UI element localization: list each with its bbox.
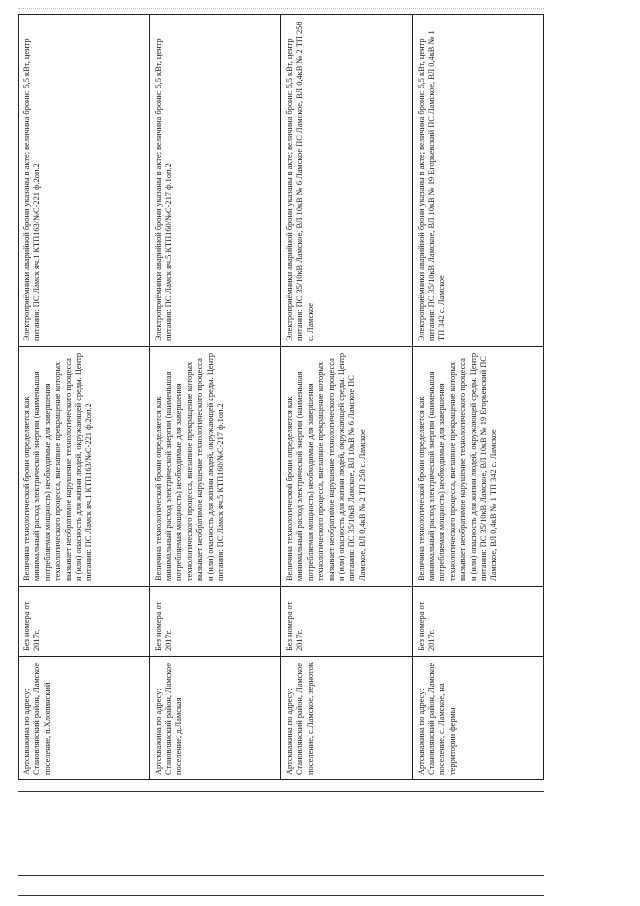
horizontal-rule-3 xyxy=(18,895,544,896)
row-3-act-number: Без номера от 2017г. xyxy=(281,586,413,656)
row-1-tech-reserve: Величина технологической брони определяется как минимальный расход электрической энергии (наименьшая потребляемая мощность) необходимые для завершения технологического процесса, внезапное прекращение которых вызывает необратимое нарушение технологического процесса и (или) опасность для жизни людей, окружающей среды. Центр питания: ПС Ламск яч.1 КТП163/№С-221 ф.2оп.2 xyxy=(18,346,150,586)
row-1-act-number: Без номера от 2017г. xyxy=(18,586,150,656)
row-2-emergency-reserve: Электроприёмники аварийной брони указаны в акте; величина брони: 5,5 кВт, центр питания: ПС Ламск яч.5 КТП160/№С-217 ф.1оп.2 xyxy=(150,14,282,346)
row-3-object-name: Артскважина по адресу: Становлянский район, Ламское поселение, с.Ламское, зерноток xyxy=(281,656,413,780)
row-1-object-name: Артскважина по адресу: Становлянский район, Ламское поселение, п.Хлопинский xyxy=(18,656,150,780)
row-3-tech-reserve: Величина технологической брони определяется как минимальный расход электрической энергии (наименьшая потребляемая мощность) необходимые для завершения технологического процесса, внезапное прекращение которых вызывает необратимое нарушение технологического процесса и (или) опасность для жизни людей, окружающей среды. Центр питания: ПС 35/10кВ Ламское, ВЛ 10кВ № 6 Ламское ПС Ламское, ВЛ 0,4кВ № 2 ТП 258 с. Ламское xyxy=(281,346,413,586)
power-reserve-table xyxy=(18,14,544,780)
row-4-act-number: Без номера от 2017г. xyxy=(413,586,545,656)
row-4-object-name: Артскважина по адресу: Становлянский район, Ламское поселение, с. Ламское, на территории фермы xyxy=(413,656,545,780)
row-3-emergency-reserve: Электроприёмники аварийной брони указаны в акте; величина брони: 5,5 кВт, центр питания: ПС 35/10кВ Ламское, ВЛ 10кВ № 6 Ламское ПС Ламское, ВЛ 0,4кВ № 2 ТП 258 с. Ламское xyxy=(281,14,413,346)
row-4-tech-reserve: Величина технологической брони определяется как минимальный расход электрической энергии (наименьшая потребляемая мощность) необходимые для завершения технологического процесса, внезапное прекращение которых вызывает необратимое нарушение технологического процесса и (или) опасность для жизни людей, окружающей среды. Центр питания: ПС 35/10кВ Ламское, ВЛ 10кВ № 19 Егорьевский ПС Ламское, ВЛ 0,4кВ № 1 ТП 342 с. Ламское xyxy=(413,346,545,586)
top-dotted-edge xyxy=(18,8,544,11)
row-2-object-name: Артскважина по адресу: Становлянский район, Ламское поселение, д.Ламская xyxy=(150,656,282,780)
horizontal-rule-2 xyxy=(18,875,544,876)
row-1-emergency-reserve: Электроприёмники аварийной брони указаны в акте; величина брони: 5,5 кВт, центр питания: ПС Ламск яч.1 КТП163/№С-221 ф.2оп.2 xyxy=(18,14,150,346)
row-4-emergency-reserve: Электроприёмники аварийной брони указаны в акте; величина брони: 5,5 кВт, центр питания: ПС 35/10кВ Ламское, ВЛ 10кВ № 19 Егорьевский ПС Ламское, ВЛ 0,4кВ № 1 ТП 342 с. Ламское xyxy=(413,14,545,346)
row-2-tech-reserve: Величина технологической брони определяется как минимальный расход электрической энергии (наименьшая потребляемая мощность) необходимые для завершения технологического процесса, внезапное прекращение которых вызывает необратимое нарушение технологического процесса и (или) опасность для жизни людей, окружающей среды. Центр питания: ПС Ламск яч.5 КТП160/№С-217 ф.1оп.2 xyxy=(150,346,282,586)
horizontal-rule-1 xyxy=(18,791,544,792)
row-2-act-number: Без номера от 2017г. xyxy=(150,586,282,656)
